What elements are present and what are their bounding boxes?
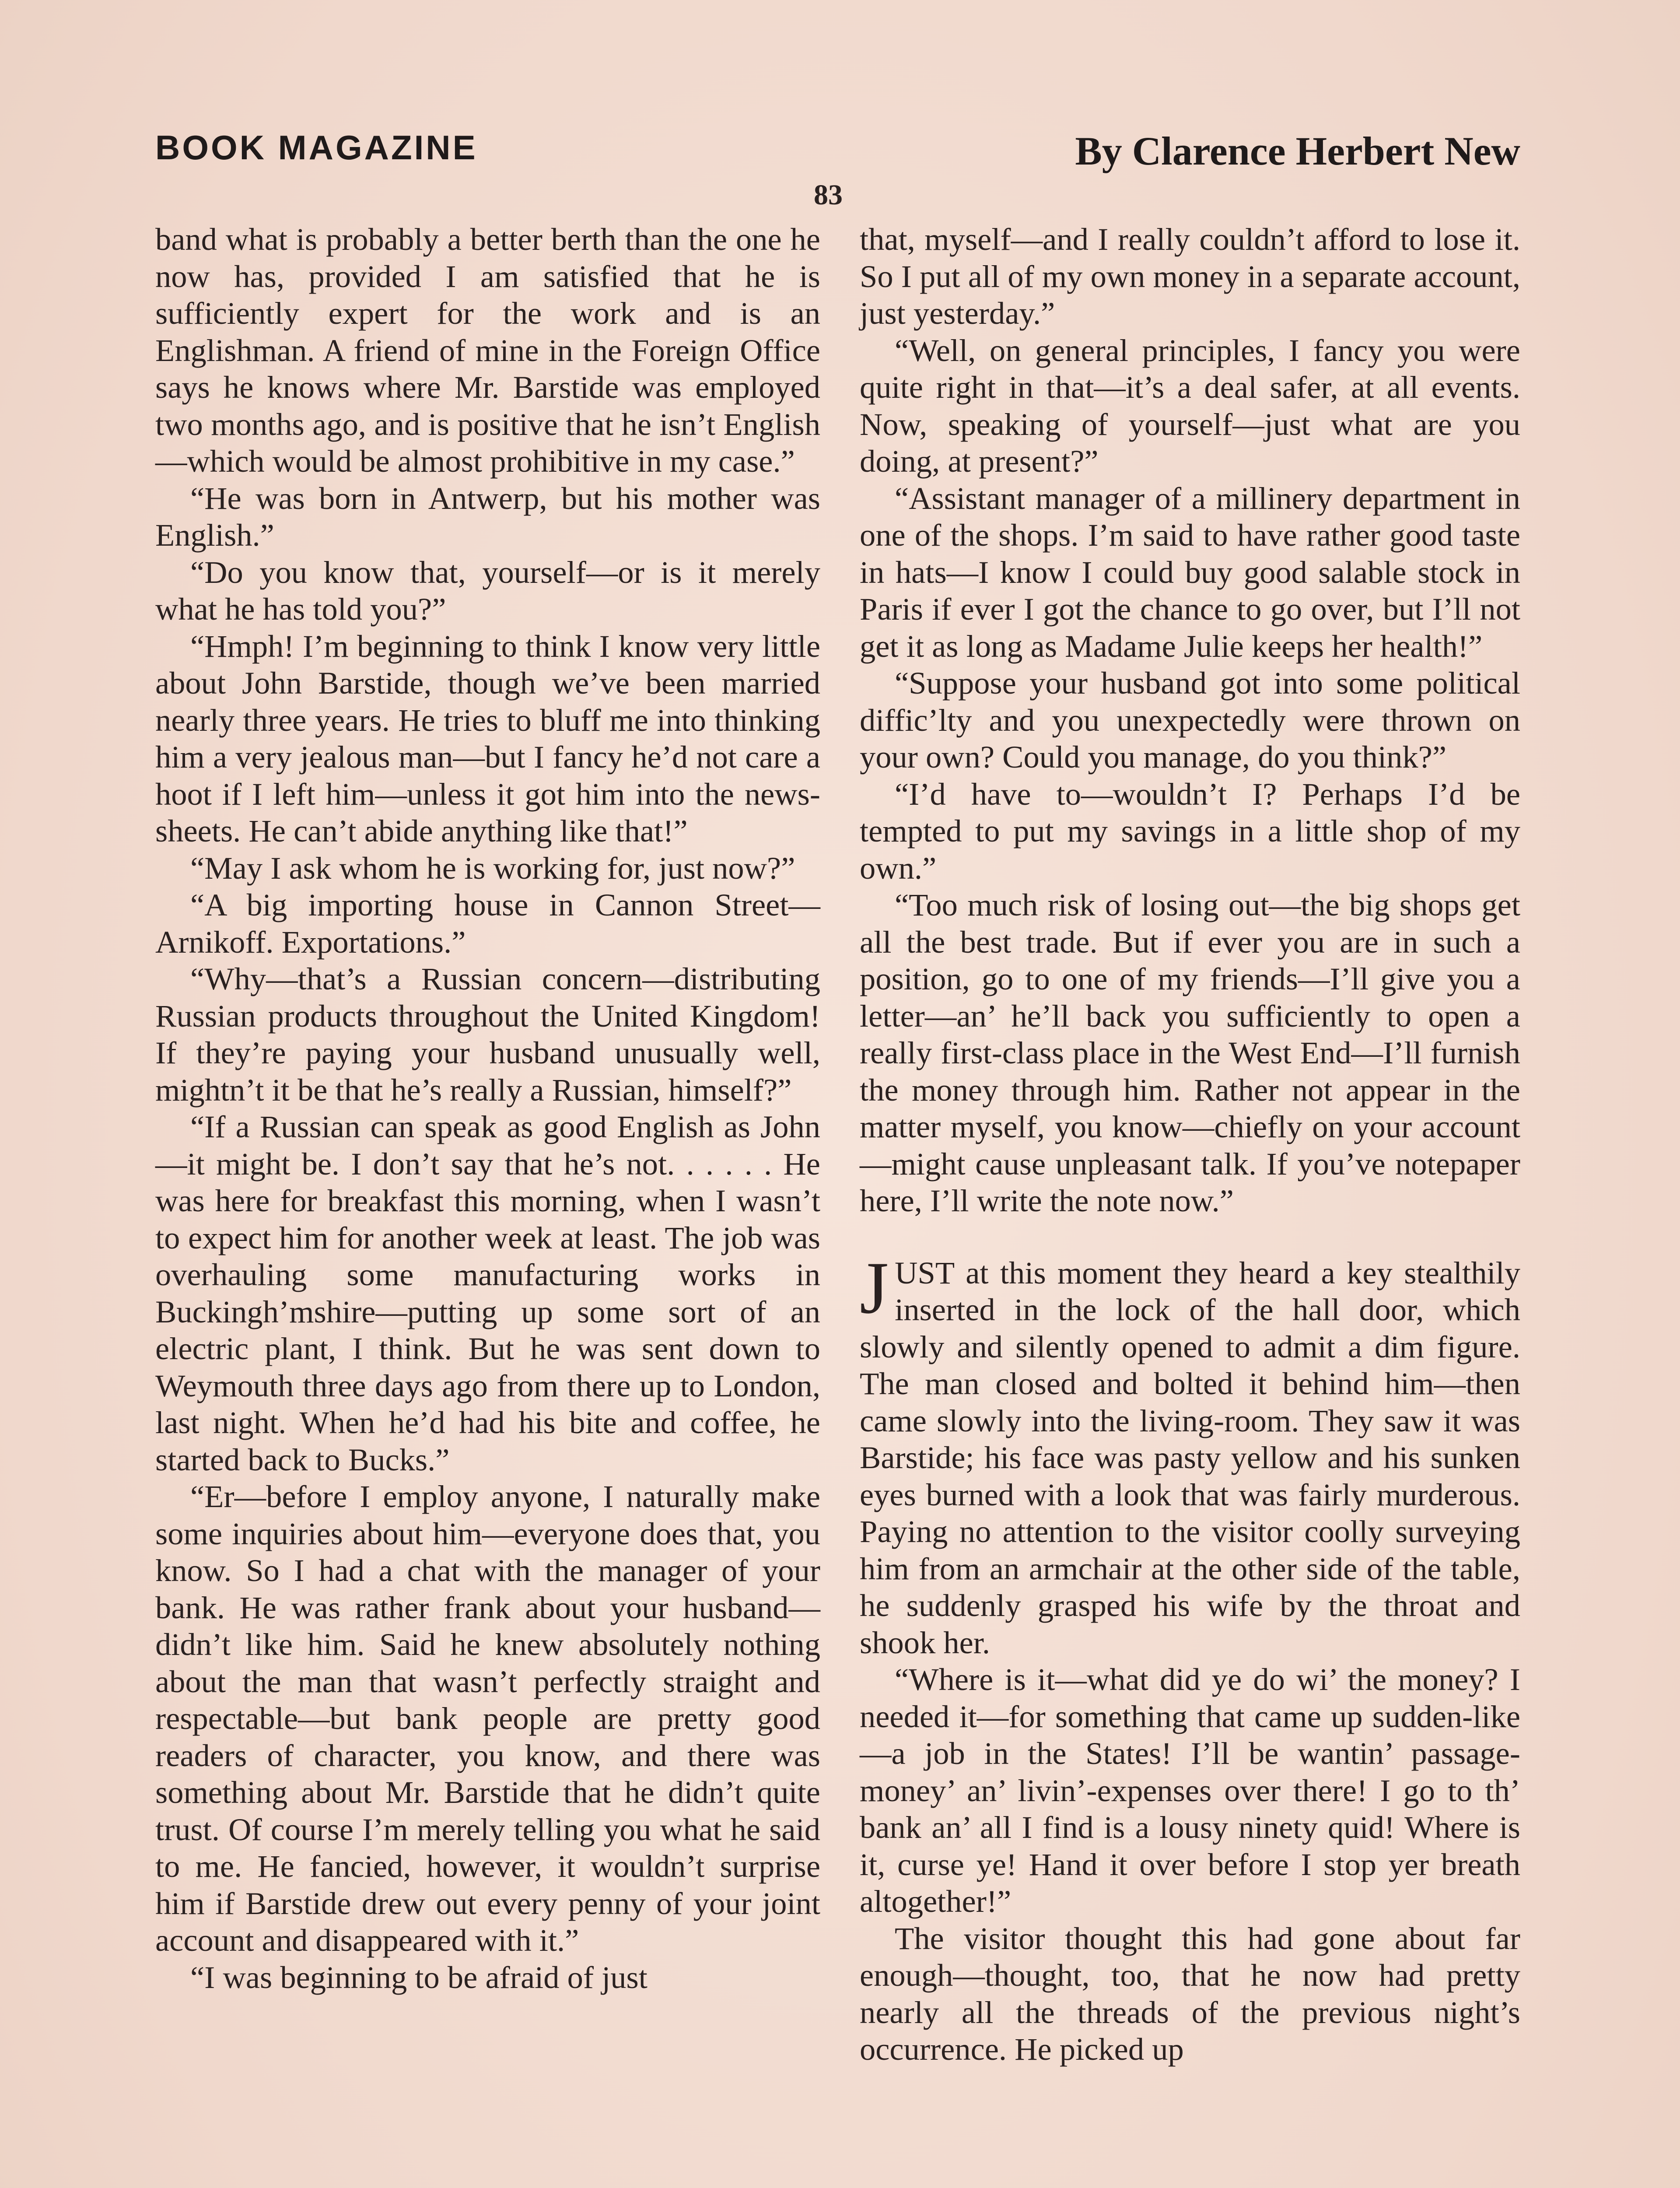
left-column	[155, 221, 820, 1996]
paragraph: “I’d have to—wouldn’t I? Perhaps I’d be tempted to put my savings in a little shop of my own.”	[860, 776, 1520, 886]
paragraph: “He was born in Antwerp, but his mother was English.”	[155, 480, 820, 553]
paragraph: “Too much risk of losing out—the big shops get all the best trade. But if ever you are in such a position, go to one of my friends—I’ll give you a letter—an’ he’ll back you sufficiently to open a really first-class place in the West End—I’ll furnish the money through him. Rather not appear in the matter myself, you know—chiefly on your account—might cause unpleasant talk. If you’ve notepaper here, I’ll write the note now.”	[860, 887, 1520, 1218]
magazine-title: BOOK MAGAZINE	[155, 128, 478, 167]
paragraph: “Why—that’s a Russian concern—distributing Russian products throughout the United Kingdom! If they’re paying your husband unusually well, mightn’t it be that he’s really a Russian, himself?”	[155, 961, 820, 1108]
paragraph: “Where is it—what did ye do wi’ the money? I needed it—for something that came up sudden-like—a job in the States! I’ll be wantin’ passage-money’ an’ livin’-expenses over there! I go to th’ bank an’ all I find is a lousy ninety quid! Where is it, curse ye! Hand it over before I stop yer breath altogether!”	[860, 1662, 1520, 1919]
section-break	[860, 1220, 1520, 1255]
paragraph: “Assistant manager of a millinery department in one of the shops. I’m said to have rather good taste in hats—I know I could buy good salable stock in Paris if ever I got the chance to go over, but I’ll not get it as long as Madame Julie keeps her health!”	[860, 480, 1520, 664]
paragraph: “Well, on general principles, I fancy you were quite right in that—it’s a deal safer, at all events. Now, speaking of yourself—just what are you doing, at present?”	[860, 332, 1520, 479]
paragraph: The visitor thought this had gone about far enough—thought, too, that he now had pretty nearly all the threads of the previous night’s occurrence. He picked up	[860, 1920, 1520, 2067]
running-head	[155, 128, 1520, 176]
author-byline: By Clarence Herbert New	[1075, 129, 1520, 173]
page-number: 83	[814, 179, 843, 211]
paragraph: “Hmph! I’m beginning to think I know very little about John Barstide, though we’ve been married nearly three years. He tries to bluff me into thinking him a very jealous man—but I fancy he’d not care a hoot if I left him—unless it got him into the news-sheets. He can’t abide anything like that!”	[155, 628, 820, 849]
paragraph: “A big importing house in Cannon Street—Arnikoff. Exportations.”	[155, 887, 820, 960]
paragraph: “If a Russian can speak as good English as John—it might be. I don’t say that he’s not. . . . . . He was here for breakfast this morning, when I wasn’t to expect him for another week at least. The job was overhauling some manufacturing works in Buckingh’mshire—putting up some sort of an electric plant, I think. But he was sent down to Weymouth three days ago from there up to London, last night. When he’d had his bite and coffee, he started back to Bucks.”	[155, 1109, 820, 1477]
paragraph: that, myself—and I really couldn’t afford to lose it. So I put all of my own money in a separate account, just yesterday.”	[860, 221, 1521, 331]
paragraph: “I was beginning to be afraid of just	[190, 1959, 648, 1995]
dropcap-paragraph: JUST at this moment they heard a key stealthily inserted in the lock of the hall door, which slowly and silently opened to admit a dim figure. The man closed and bolted it behind him—then came slowly into the living-room. They saw it was Barstide; his face was pasty yellow and his sunken eyes burned with a look that was fairly murderous. Paying no attention to the visitor coolly surveying him from an armchair at the other side of the table, he suddenly grasped his wife by the throat and shook her.	[860, 1246, 1520, 1660]
paragraph: “Suppose your husband got into some political diffic’lty and you unexpectedly were thrown on your own? Could you manage, do you think?”	[860, 665, 1520, 775]
paragraph: band what is probably a better berth than the one he now has, provided I am satisfied that he is sufficiently expert for the work and is an Englishman. A friend of mine in the Foreign Office says he knows where Mr. Barstide was employed two months ago, and is positive that he isn’t English—which would be almost prohibitive in my case.”	[155, 221, 820, 479]
right-column	[860, 221, 1520, 2068]
paragraph: “Do you know that, yourself—or is it merely what he has told you?”	[155, 554, 820, 627]
paragraph: “Er—before I employ anyone, I naturally make some inquiries about him—everyone does that, you know. So I had a chat with the manager of your bank. He was rather frank about your husband—didn’t like him. Said he knew absolutely nothing about the man that wasn’t perfectly straight and respectable—but bank people are pretty good readers of character, you know, and there was something about Mr. Barstide that he didn’t quite trust. Of course I’m merely telling you what he said to me. He fancied, however, it wouldn’t surprise him if Barstide drew out every penny of your joint account and disappeared with it.”	[155, 1479, 820, 1958]
paragraph: “May I ask whom he is working for, just now?”	[190, 850, 795, 886]
